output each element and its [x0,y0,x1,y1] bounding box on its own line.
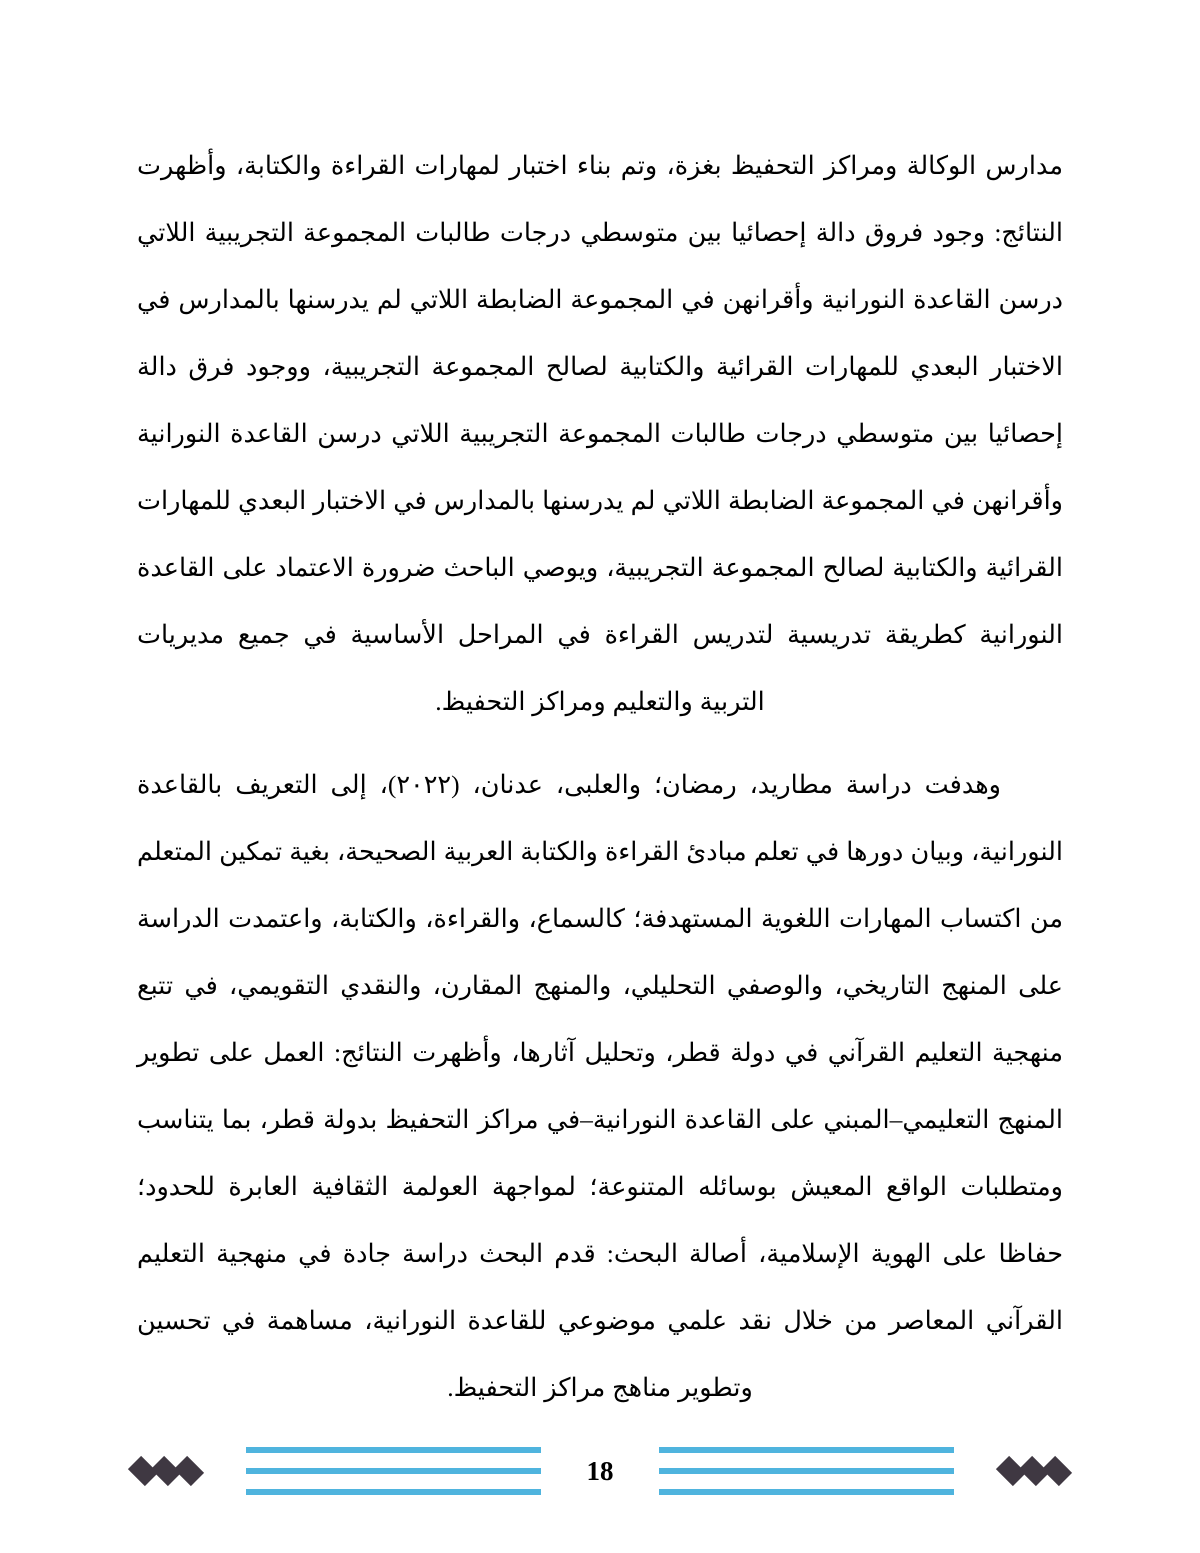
footer-rules-right [659,1447,954,1495]
rule-line [246,1468,541,1474]
body-paragraph-2: وهدفت دراسة مطاريد، رمضان؛ والعلبى، عدنان، (٢٠٢٢)، إلى التعريف بالقاعدة النورانية، وبيان دورها في تعلم مبادئ القراءة والكتابة العربية الصحيحة، بغية تمكين المتعلم من اكتساب المهارات اللغوية المستهدفة؛ كالسماع، والقراءة، والكتابة، واعتمدت الدراسة على المنهج التاريخي، والوصفي التحليلي، والمنهج المقارن، والنقدي التقويمي، في تتبع منهجية التعليم القرآني في دولة قطر، وتحليل آثارها، وأظهرت النتائج: العمل على تطوير المنهج التعليمي–المبني على القاعدة النورانية–في مراكز التحفيظ بدولة قطر، بما يتناسب ومتطلبات الواقع المعيش بوسائله المتنوعة؛ لمواجهة العولمة الثقافية العابرة للحدود؛ حفاظا على الهوية الإسلامية، أصالة البحث: قدم البحث دراسة جادة في منهجية التعليم القرآني المعاصر من خلال نقد علمي موضوعي للقاعدة النورانية، مساهمة في تحسين وتطوير مناهج مراكز التحفيظ. [137,770,1063,1402]
rule-line [659,1489,954,1495]
footer-ornament-left [132,1459,200,1483]
page-number: 18 [586,1455,614,1486]
footer-ornament-right [1000,1459,1068,1483]
rule-line [246,1489,541,1495]
footer-rules-left [246,1447,541,1495]
page-content [137,132,1063,1437]
rule-line [659,1468,954,1474]
diamond-icon [174,1456,204,1486]
rule-line [659,1447,954,1453]
page-footer [0,1428,1200,1514]
diamond-icon [1042,1456,1072,1486]
body-paragraph-1: مدارس الوكالة ومراكز التحفيظ بغزة، وتم بناء اختبار لمهارات القراءة والكتابة، وأظهرت النتائج: وجود فروق دالة إحصائيا بين متوسطي درجات طالبات المجموعة التجريبية اللاتي درسن القاعدة النورانية وأقرانهن في المجموعة الضابطة اللاتي لم يدرسنها بالمدارس في الاختبار البعدي للمهارات القرائية والكتابية لصالح المجموعة التجريبية، ووجود فرق دالة إحصائيا بين متوسطي درجات طالبات المجموعة التجريبية اللاتي درسن القاعدة النورانية وأقرانهن في المجموعة الضابطة اللاتي لم يدرسنها بالمدارس في الاختبار البعدي للمهارات القرائية والكتابية لصالح المجموعة التجريبية، ويوصي الباحث ضرورة الاعتماد على القاعدة النورانية كطريقة تدريسية لتدريس القراءة في المراحل الأساسية في جميع مديريات التربية والتعليم ومراكز التحفيظ. [137,151,1063,716]
rule-line [246,1447,541,1453]
